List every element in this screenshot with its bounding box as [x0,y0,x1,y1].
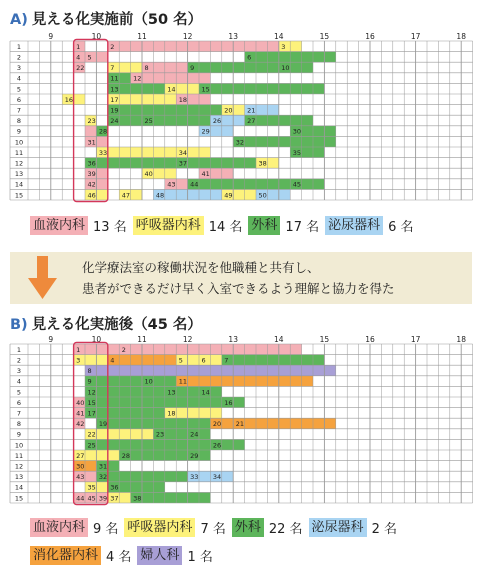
block-label: 2 [121,345,126,354]
message-line-2: 患者ができるだけ早く入室できるよう理解と協力を得た [82,281,395,296]
hour-label: 11 [137,32,147,41]
block-label: 3 [281,42,286,51]
block-label: 6 [201,356,206,365]
row-label: 7 [16,409,22,418]
hour-label: 10 [91,32,102,41]
hour-label: 12 [182,32,193,41]
block-label: 18 [178,95,187,104]
block-label: 22 [76,64,85,73]
block-label: 37 [178,159,187,168]
block-label: 28 [98,127,108,136]
block-label: 19 [110,106,119,115]
legend-count: 7 名 [200,522,226,537]
block-label: 21 [235,420,244,429]
row-label: 12 [14,159,24,168]
block-label: 9 [190,64,195,73]
block-label: 10 [144,377,153,386]
down-arrow-icon [28,256,58,300]
hour-label: 11 [137,335,147,344]
hour-label: 15 [319,32,330,41]
appointment-block [188,179,291,190]
appointment-block [233,418,336,429]
block-label: 45 [292,180,301,189]
appointment-block [131,492,211,503]
row-label: 10 [14,441,24,450]
block-label: 32 [98,473,108,482]
row-label: 14 [14,483,24,492]
row-label: 2 [16,53,22,62]
legend-after-row-2 [30,546,219,565]
block-label: 38 [258,159,267,168]
hour-label: 16 [365,32,375,41]
row-label: 13 [14,170,24,179]
block-label: 44 [76,494,85,503]
block-label: 20 [212,420,222,429]
hour-label: 10 [91,335,102,344]
block-label: 41 [76,409,85,418]
block-label: 17 [87,409,96,418]
legend-swatch: 血液内科 [30,216,88,235]
block-label: 7 [224,356,229,365]
block-label: 13 [167,388,176,397]
block-label: 5 [178,356,183,365]
appointment-block [222,355,325,366]
legend-count: 6 名 [388,220,414,235]
appointment-block [199,83,324,94]
block-label: 20 [224,106,233,115]
block-label: 8 [87,367,92,376]
appointment-block [108,41,279,52]
appointment-block [176,158,256,169]
block-label: 11 [110,74,119,83]
block-label: 34 [212,473,222,482]
block-label: 12 [87,388,96,397]
block-label: 25 [87,441,96,450]
block-label: 2 [110,42,115,51]
message-text [82,257,395,299]
row-label: 3 [16,64,22,73]
block-label: 39 [98,494,108,503]
hour-label: 17 [410,32,421,41]
block-label: 14 [201,388,210,397]
block-label: 27 [247,117,256,126]
block-label: 14 [167,85,176,94]
row-label: 3 [16,367,22,376]
row-label: 10 [14,138,24,147]
appointment-block [85,376,142,387]
row-label: 13 [14,473,24,482]
legend-count: 22 名 [268,522,303,537]
block-label: 29 [201,127,210,136]
block-label: 26 [212,117,222,126]
block-label: 31 [87,138,96,147]
row-label: 15 [14,191,24,200]
block-label: 4 [76,53,81,62]
block-label: 10 [281,64,290,73]
section-b-tag: B) [10,317,28,333]
block-label: 37 [110,494,119,503]
block-label: 6 [247,53,252,62]
legend-swatch: 消化器内科 [30,546,101,565]
message-band [10,252,472,304]
block-label: 34 [178,148,187,157]
block-label: 36 [87,159,96,168]
hour-label: 9 [48,335,54,344]
block-label: 16 [224,398,233,407]
block-label: 29 [190,451,199,460]
block-label: 35 [87,483,96,492]
row-label: 9 [16,127,22,136]
block-label: 7 [110,64,115,73]
block-label: 19 [98,420,108,429]
legend-swatch: 外科 [248,216,280,235]
hour-label: 14 [274,32,284,41]
block-label: 43 [167,180,176,189]
legend-swatch: 外科 [232,518,264,537]
legend-swatch: 婦人科 [137,546,182,565]
block-label: 23 [87,117,96,126]
block-label: 48 [155,191,165,200]
block-label: 32 [235,138,244,147]
legend-count: 4 名 [106,550,132,565]
block-label: 44 [190,180,199,189]
legend-count: 14 名 [208,220,243,235]
block-label: 8 [144,64,149,73]
block-label: 22 [87,430,96,439]
hour-label: 13 [228,32,238,41]
appointment-block [85,386,165,397]
row-label: 11 [14,148,24,157]
block-label: 50 [258,191,267,200]
block-label: 35 [292,148,301,157]
row-label: 2 [16,356,22,365]
legend-swatch: 泌尿器科 [309,518,367,537]
block-label: 40 [144,170,153,179]
hour-label: 14 [274,335,284,344]
block-label: 23 [155,430,165,439]
block-label: 1 [76,42,81,51]
legend-swatch: 泌尿器科 [325,216,383,235]
legend-after-row-1 [30,518,403,537]
block-label: 26 [212,441,222,450]
message-line-1: 化学療法室の稼働状況を他職種と共有し、 [82,260,320,275]
block-label: 5 [87,53,92,62]
hour-label: 9 [48,32,54,41]
block-label: 4 [110,356,115,365]
row-label: 14 [14,180,24,189]
row-label: 8 [16,420,22,429]
block-label: 25 [144,117,153,126]
section-a-tag: A) [10,12,28,28]
legend-count: 9 名 [93,522,119,537]
block-label: 13 [110,85,119,94]
block-label: 17 [110,95,119,104]
section-a-heading: 見える化実施前（50 名） [31,12,203,28]
block-label: 49 [224,191,233,200]
block-label: 15 [201,85,210,94]
section-a-title [10,8,202,29]
block-label: 1 [76,345,81,354]
block-label: 42 [87,180,96,189]
block-label: 12 [133,74,142,83]
row-label: 11 [14,451,24,460]
row-label: 9 [16,430,22,439]
hour-label: 17 [410,335,421,344]
legend-count: 17 名 [285,220,320,235]
hour-label: 15 [319,335,330,344]
row-label: 1 [16,345,22,354]
block-label: 46 [87,191,96,200]
appointment-block [233,136,336,147]
legend-swatch: 呼吸器内科 [133,216,204,235]
legend-swatch: 血液内科 [30,518,88,537]
row-label: 7 [16,106,22,115]
block-label: 28 [121,451,130,460]
block-label: 33 [190,473,199,482]
block-label: 16 [64,95,73,104]
legend-before [30,216,420,235]
hour-label: 16 [365,335,375,344]
block-label: 39 [87,170,96,179]
row-label: 4 [16,377,22,386]
block-label: 24 [110,117,119,126]
block-label: 43 [76,473,85,482]
section-b-title [10,313,202,334]
block-label: 11 [178,377,187,386]
schedule-chart-after [0,335,482,515]
block-label: 3 [76,356,81,365]
block-label: 31 [98,462,108,471]
block-label: 33 [98,148,108,157]
appointment-block [85,439,210,450]
block-label: 47 [121,191,130,200]
appointment-block [131,73,211,84]
legend-count: 2 名 [371,522,397,537]
legend-count: 1 名 [187,550,213,565]
row-label: 5 [16,85,22,94]
row-label: 5 [16,388,22,397]
block-label: 45 [87,494,96,503]
block-label: 18 [167,409,176,418]
block-label: 36 [110,483,119,492]
hour-label: 18 [456,335,466,344]
section-b-heading: 見える化実施後（45 名） [31,317,202,333]
row-label: 6 [16,95,22,104]
appointment-block [85,126,96,137]
block-label: 21 [247,106,256,115]
row-label: 15 [14,494,24,503]
block-label: 42 [76,420,85,429]
hour-label: 18 [456,32,466,41]
row-label: 8 [16,117,22,126]
block-label: 24 [190,430,199,439]
block-label: 9 [87,377,92,386]
legend-swatch: 呼吸器内科 [124,518,195,537]
row-label: 6 [16,398,22,407]
block-label: 40 [76,398,85,407]
row-label: 12 [14,462,24,471]
block-label: 38 [133,494,142,503]
hour-label: 13 [228,335,238,344]
block-label: 30 [292,127,301,136]
hour-label: 12 [182,335,193,344]
block-label: 41 [201,170,210,179]
appointment-block [85,408,165,419]
block-label: 27 [76,451,85,460]
schedule-chart-before [0,32,482,212]
block-label: 15 [87,398,96,407]
legend-count: 13 名 [93,220,127,235]
block-label: 30 [76,462,85,471]
row-label: 1 [16,42,22,51]
row-label: 4 [16,74,22,83]
